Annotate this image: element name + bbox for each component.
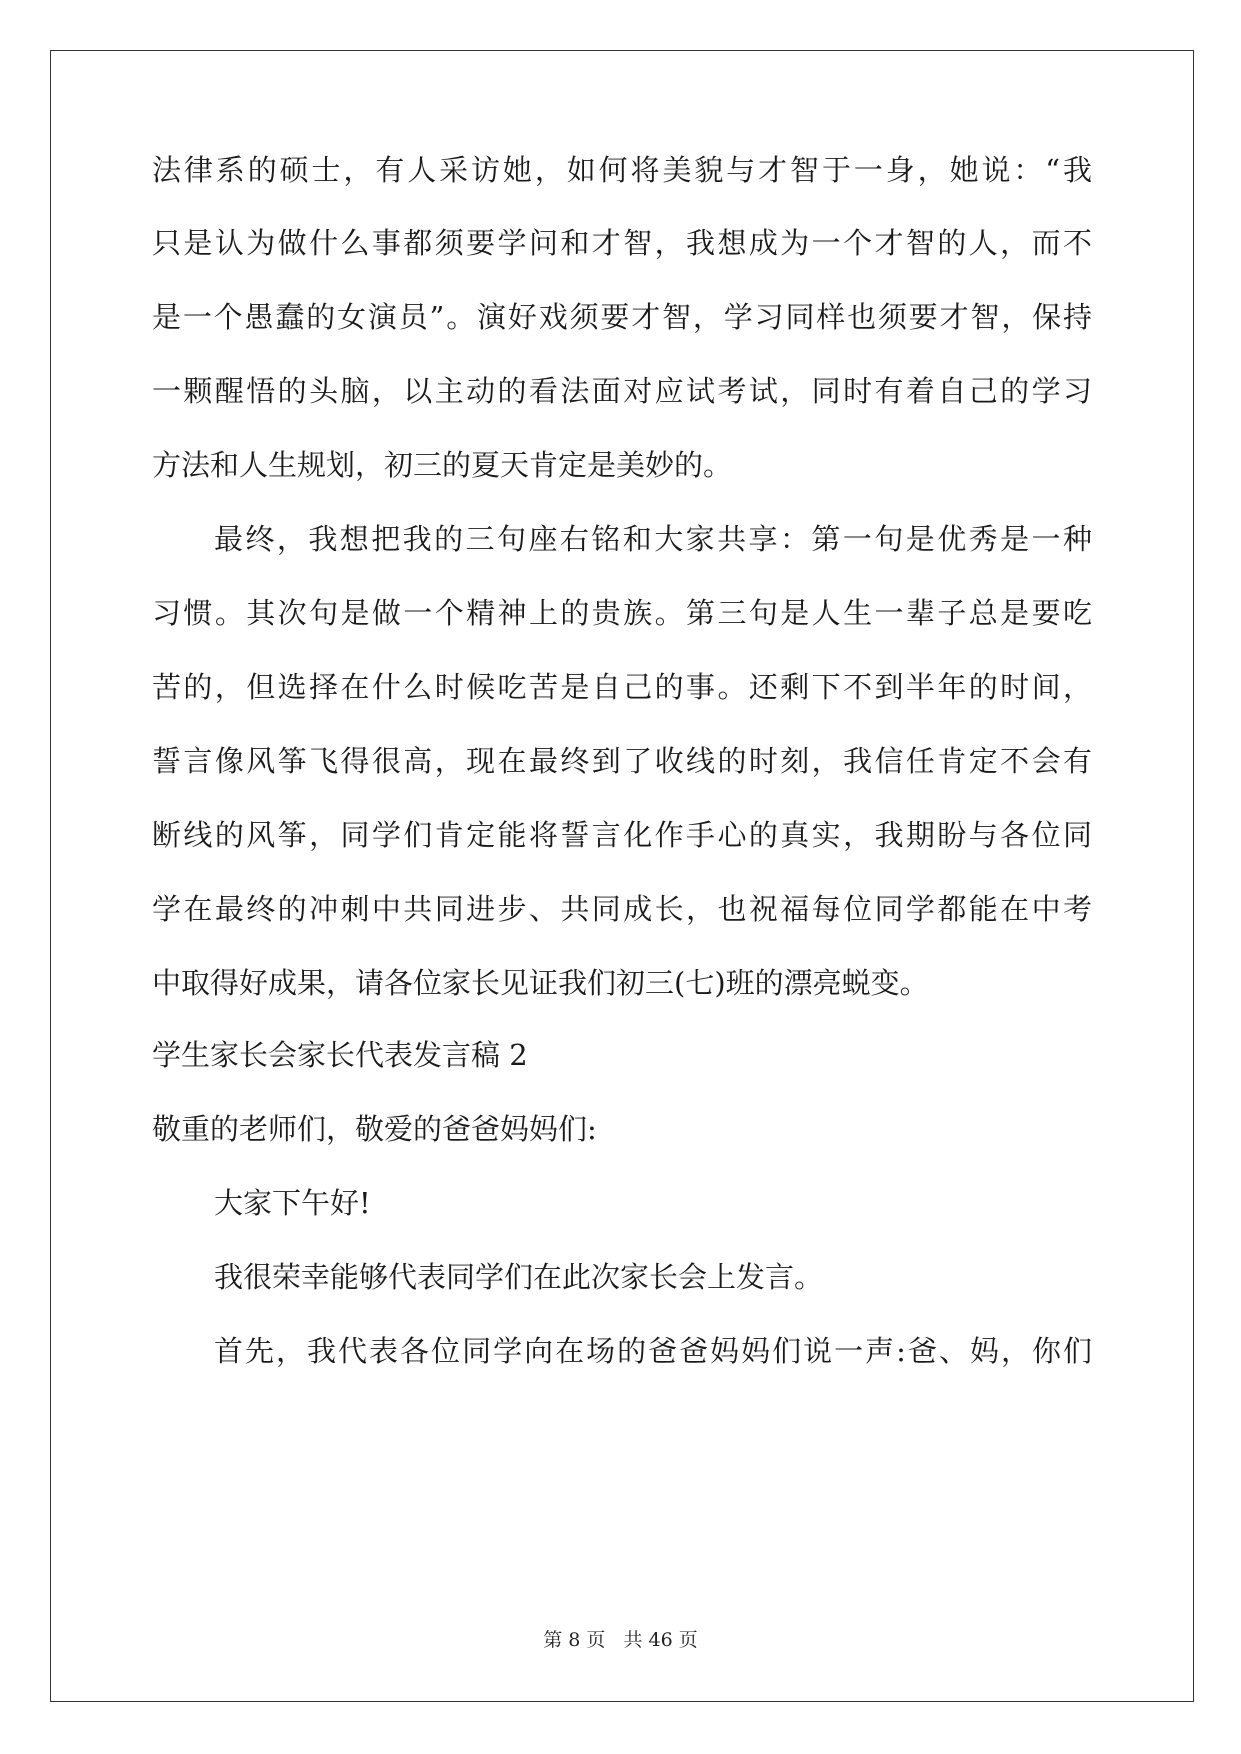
page-footer: [0, 1628, 1241, 1652]
paragraph-line: 方法和人生规划，初三的夏天肯定是美妙的。: [152, 448, 733, 482]
paragraph-line: 学在最终的冲刺中共同进步、共同成长，也祝福每位同学都能在中考: [152, 892, 1092, 926]
paragraph-line: 是一个愚蠢的女演员”。演好戏须要才智，学习同样也须要才智，保持: [152, 300, 1092, 334]
paragraph-line: 断线的风筝，同学们肯定能将誓言化作手心的真实，我期盼与各位同: [152, 818, 1092, 852]
paragraph-line: 苦的，但选择在什么时候吃苦是自己的事。还剩下不到半年的时间，: [152, 670, 1092, 704]
paragraph-line: 誓言像风筝飞得很高，现在最终到了收线的时刻，我信任肯定不会有: [152, 744, 1092, 778]
paragraph-line: 首先，我代表各位同学向在场的爸爸妈妈们说一声:爸、妈，你们: [214, 1334, 1092, 1368]
paragraph-line: 只是认为做什么事都须要学问和才智，我想成为一个才智的人，而不: [152, 226, 1092, 260]
section-heading: 学生家长会家长代表发言稿 2: [152, 1038, 528, 1072]
salutation: 敬重的老师们，敬爱的爸爸妈妈们:: [152, 1112, 597, 1146]
paragraph-line: 我很荣幸能够代表同学们在此次家长会上发言。: [214, 1260, 824, 1294]
paragraph-line: 一颗醒悟的头脑，以主动的看法面对应试考试，同时有着自己的学习: [152, 374, 1092, 408]
page-total: 共 46 页: [623, 1629, 698, 1651]
page-number: 第 8 页: [543, 1629, 606, 1651]
paragraph-line: 习惯。其次句是做一个精神上的贵族。第三句是人生一辈子总是要吃: [152, 596, 1092, 630]
paragraph-line: 中取得好成果，请各位家长见证我们初三(七)班的漂亮蜕变。: [152, 966, 929, 1000]
paragraph-line: 最终，我想把我的三句座右铭和大家共享：第一句是优秀是一种: [214, 522, 1092, 556]
paragraph-line: 法律系的硕士，有人采访她，如何将美貌与才智于一身，她说：“我: [152, 153, 1092, 187]
greeting: 大家下午好!: [214, 1186, 371, 1220]
